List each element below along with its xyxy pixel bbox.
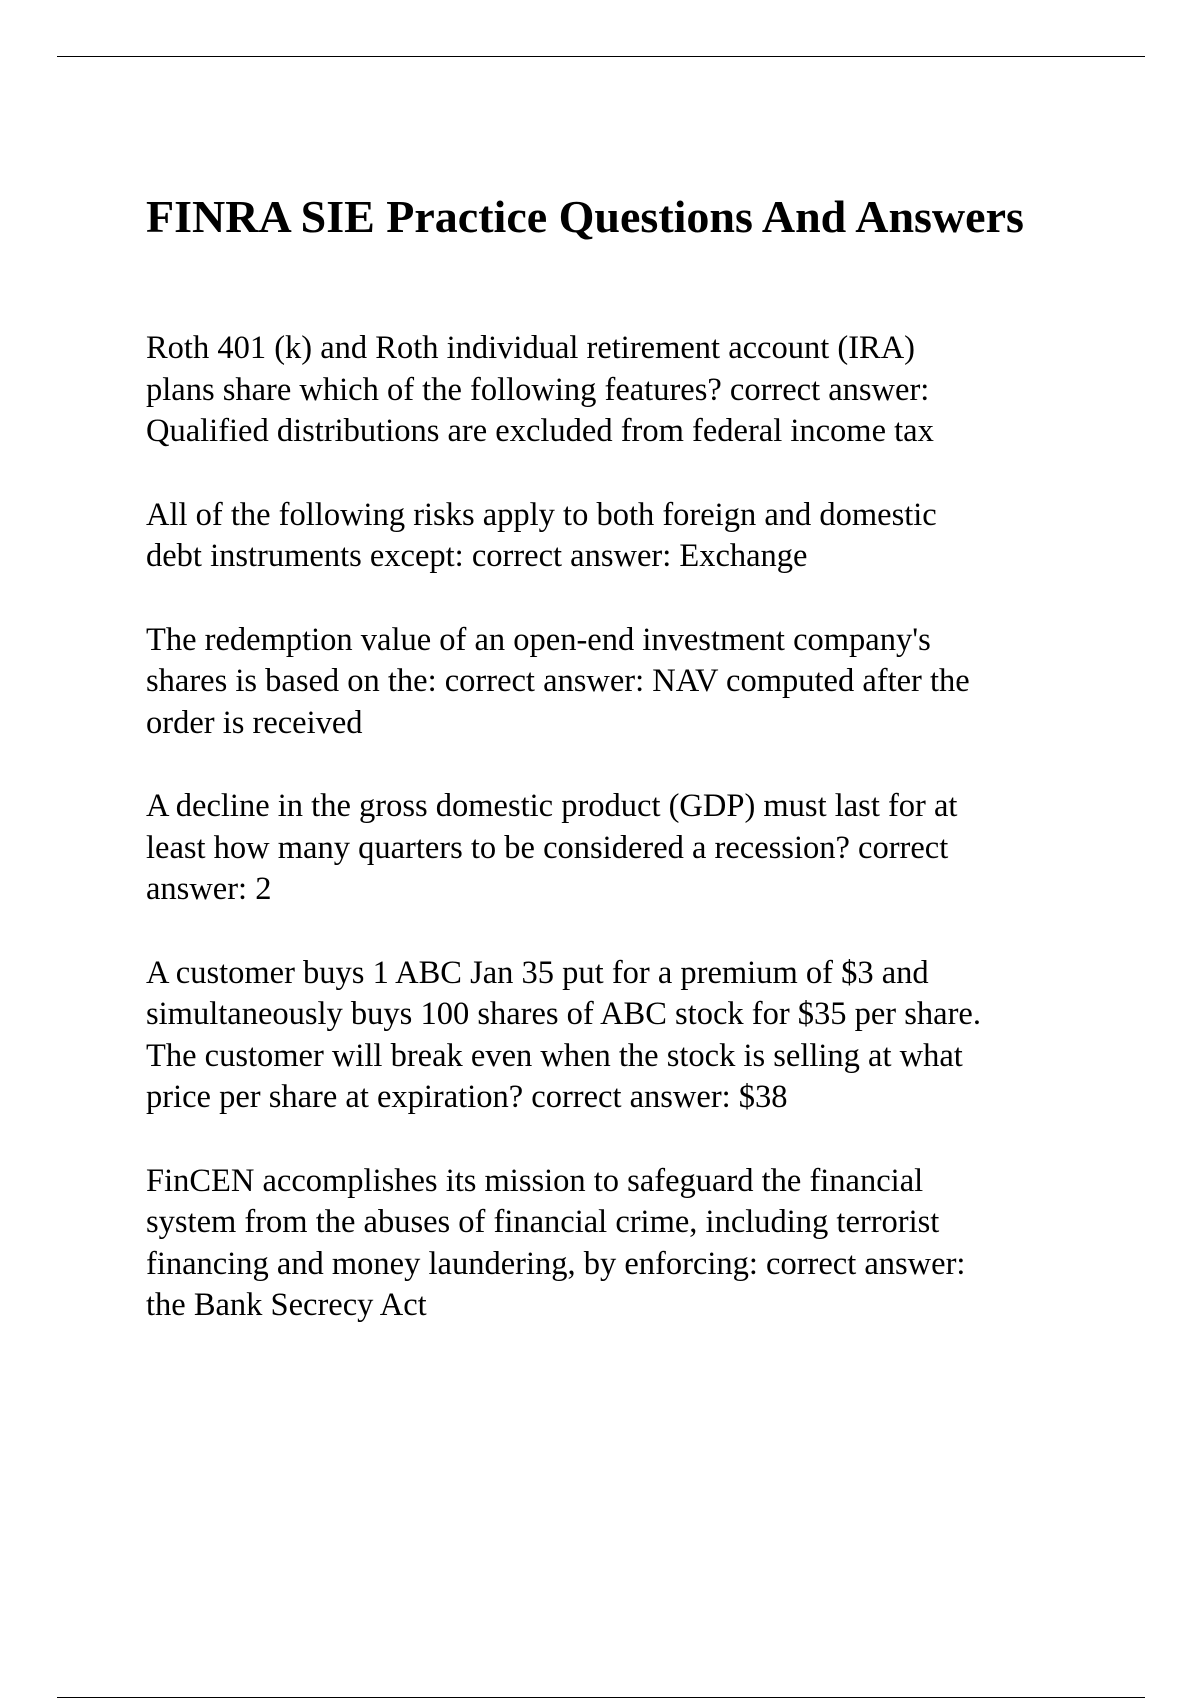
qa-line: Qualified distributions are excluded from federal income tax [146, 413, 934, 449]
qa-line: Roth 401 (k) and Roth individual retirement account (IRA) [146, 330, 915, 366]
qa-line: price per share at expiration? correct answer: $38 [146, 1079, 788, 1115]
qa-line: The customer will break even when the stock is selling at what [146, 1037, 963, 1074]
qa-line: All of the following risks apply to both foreign and domestic [146, 496, 937, 533]
qa-line: debt instruments except: correct answer: Exchange [146, 538, 808, 574]
top-rule [57, 56, 1145, 57]
qa-line: FinCEN accomplishes its mission to safeguard the financial [146, 1162, 924, 1199]
qa-line: system from the abuses of financial crime, including terrorist [146, 1204, 940, 1240]
qa-line: the Bank Secrecy Act [146, 1287, 427, 1323]
qa-line: shares is based on the: correct answer: NAV computed after the [146, 663, 970, 699]
qa-line: answer: 2 [146, 871, 272, 907]
qa-line: order is received [146, 704, 363, 741]
qa-item [146, 953, 1096, 1119]
bottom-rule [57, 1697, 1145, 1698]
page-title: FINRA SIE Practice Questions And Answers [146, 191, 1024, 242]
qa-line: financing and money laundering, by enforcing: correct answer: [146, 1245, 966, 1282]
qa-item [146, 495, 1096, 578]
qa-item [146, 1161, 1096, 1327]
qa-line: simultaneously buys 100 shares of ABC stock for $35 per share. [146, 996, 981, 1032]
qa-item [146, 328, 1096, 453]
qa-list [146, 328, 1096, 1369]
qa-line: The redemption value of an open-end investment company's [146, 621, 931, 658]
qa-line: least how many quarters to be considered a recession? correct [146, 829, 949, 866]
qa-line: A customer buys 1 ABC Jan 35 put for a premium of $3 and [146, 954, 929, 991]
qa-item [146, 786, 1096, 911]
qa-item [146, 620, 1096, 745]
qa-line: plans share which of the following features? correct answer: [146, 371, 930, 408]
qa-line: A decline in the gross domestic product (GDP) must last for at [146, 788, 958, 824]
